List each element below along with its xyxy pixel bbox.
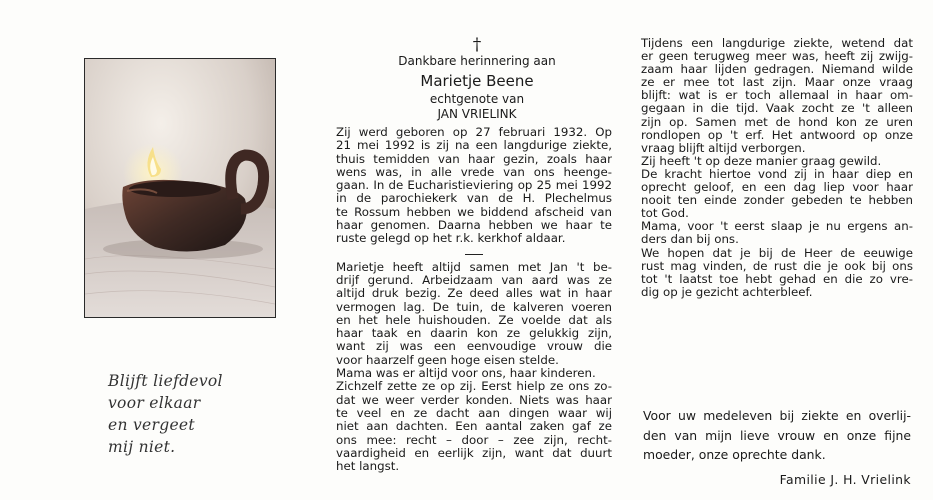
remembrance-paragraph [336, 261, 612, 474]
text-line: voor haarzelf geen hoge eisen stelde. [336, 352, 559, 367]
oil-lamp-photo [84, 58, 276, 318]
text-line: vraag blijft altijd verborgen. [641, 140, 806, 155]
text-line: ons mee: recht – door – zee zijn, recht- [336, 432, 612, 447]
verse-line: Blijft liefdevol [108, 372, 223, 390]
text-line: nooit ten einde zonder gebeden te hebben [641, 193, 913, 208]
text-line: er geen terugweg meer was, heeft zij zwijg- [641, 49, 913, 64]
oil-lamp-image [85, 59, 275, 317]
text-line: het langst. [336, 459, 400, 474]
verse [108, 370, 308, 458]
text-line: 21 mei 1992 is zij na een langdurige ziekte, [336, 138, 612, 153]
text-line: wens was, in alle vrede van ons heenge- [336, 164, 612, 179]
farewell-paragraph [641, 220, 913, 246]
text-line: haar taak en daarin kon ze gelukkig zijn, [336, 326, 612, 341]
text-line: altijd druk bezig. Ze deed alles wat in haar [336, 286, 612, 301]
text-line: vermogen lag. De tuin, de kalveren voeren [336, 299, 612, 314]
faith-paragraph [641, 155, 913, 220]
verse-line: mij niet. [108, 438, 176, 456]
text-line: Mama was er altijd voor ons, haar kinderen. [336, 366, 596, 381]
text-line: dat we weer verder konden. Niets was haar [336, 392, 612, 407]
text-line: moeder, onze oprechte dank. [643, 447, 826, 462]
text-line: te veel en ze dacht aan dingen waar wij [336, 405, 612, 420]
spouse-name: JAN VRIELINK [437, 107, 517, 121]
text-line: Mama, voor 't eerst slaap je nu ergens an- [641, 219, 913, 234]
text-line: haar genomen. Daarna hebben we haar te [336, 218, 612, 233]
text-line: Tijdens een langdurige ziekte, wetend dat [641, 36, 913, 50]
thanks-paragraph [643, 406, 911, 465]
family-signature: Familie J. H. Vrielink [779, 472, 911, 487]
text-line: ruste gelegd op het r.k. kerkhof aldaar. [336, 231, 566, 246]
text-line: We hopen dat je bij de Heer de eeuwige [641, 245, 913, 260]
deceased-name: Marietje Beene [420, 72, 534, 90]
text-line: oprecht geloof, en een dag liep voor haar [641, 180, 913, 195]
text-line: Zij heeft 't op deze manier graag gewild. [641, 153, 882, 168]
biography-paragraph [336, 126, 612, 246]
text-line: want zij was een eenvoudige vrouw die [336, 339, 612, 354]
text-line: zijn op. Samen met de hond kon ze uren [641, 114, 913, 129]
middle-column [336, 36, 612, 473]
text-line: Voor uw medeleven bij ziekte en overlij- [643, 408, 911, 423]
text-line: Zij werd geboren op 27 februari 1932. Op [336, 125, 612, 139]
text-line: rondlopen op 't erf. Het antwoord op onze [641, 127, 913, 142]
text-line: tot 't laatst toe hebt gehad en die zo vre- [641, 271, 913, 286]
text-line: en het hele huishouden. Ze voelde dat als [336, 312, 612, 327]
text-line: te Rossum hebben we biddend afscheid van [336, 204, 612, 219]
text-line: den van mijn lieve vrouw en onze fijne [643, 427, 911, 443]
text-line: Marietje heeft altijd samen met Jan 't be- [336, 259, 612, 274]
text-line: drijf gerund. Arbeidzaam van aard was ze [336, 272, 612, 287]
illness-paragraph [641, 37, 913, 155]
text-line: Zichzelf zette ze op zij. Eerst hielp ze ons zo- [336, 379, 612, 394]
text-line: dig op je gezicht achterbleef. [641, 284, 813, 299]
text-line: in de parochiekerk van de H. Plechelmus [336, 191, 612, 206]
verse-line: en vergeet [108, 416, 195, 434]
text-line: niet aan dachten. Een aantal zaken gaf ze [336, 419, 612, 434]
cross-icon: † [472, 35, 482, 55]
intro-text: Dankbare herinnering aan [398, 54, 556, 68]
text-line: ze er mee tot last zijn. Maar onze vraag [641, 75, 913, 90]
spouse-label: echtgenote van [429, 92, 525, 106]
text-line: ders dan bij ons. [641, 232, 739, 247]
text-line: tot God. [641, 206, 689, 221]
verse-line: voor elkaar [108, 394, 201, 412]
text-line: vaardigheid en eerlijk zijn, want dat duurt [336, 445, 612, 460]
text-line: thuis temidden van haar gezin, zoals haar [336, 151, 612, 166]
text-line: blijft: wat is er toch allemaal in haar om- [641, 88, 913, 103]
right-column [641, 37, 913, 299]
text-line: rust mag vinden, de rust die je ook bij ons [641, 258, 913, 273]
divider [465, 254, 483, 255]
text-line: gaan. In de Eucharistieviering op 25 mei 1992 [336, 178, 612, 193]
hope-paragraph [641, 247, 913, 299]
text-line: gegaan in die tijd. Vaak zocht ze 't alleen [641, 101, 913, 116]
text-line: De kracht hiertoe vond zij in haar diep en [641, 166, 913, 181]
text-line: zaam haar lijden gedragen. Niemand wilde [641, 62, 913, 77]
